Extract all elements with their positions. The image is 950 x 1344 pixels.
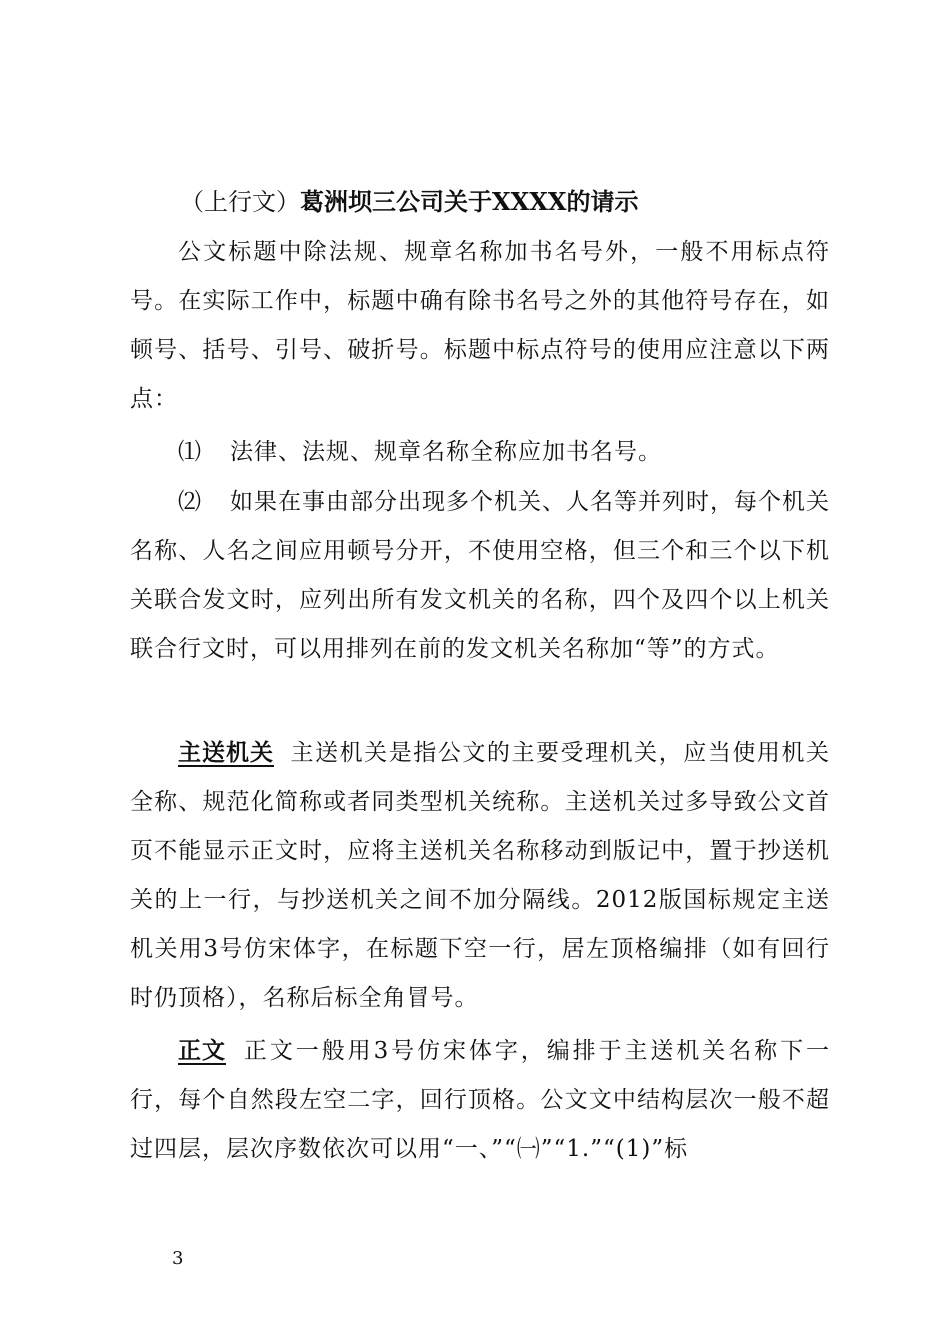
body-section — [130, 1026, 830, 1174]
list-item-2 — [130, 478, 830, 674]
page-number: 3 — [172, 1248, 184, 1269]
heading-title: 葛洲坝三公司关于XXXX的请示 — [300, 187, 639, 216]
intro-paragraph — [130, 228, 830, 424]
recipient-text: 主送机关是指公文的主要受理机关，应当使用机关全称、规范化简称或者同类型机关统称。主送机关过多导致公文首页不能显示正文时，应将主送机关名称移动到版记中，置于抄送机关的上一行，与抄送机关之间不加分隔线。2012版国标规定主送机关用3号仿宋体字，在标题下空一行，居左顶格编排（如有回行时仍顶格），名称后标全角冒号。 — [130, 740, 830, 1011]
item1-number: ⑴ — [178, 439, 202, 465]
recipient-section — [130, 728, 830, 1023]
list-item-1 — [130, 428, 830, 477]
example-heading — [180, 182, 638, 222]
item2-number: ⑵ — [178, 489, 202, 515]
intro-text: 公文标题中除法规、规章名称加书名号外，一般不用标点符号。在实际工作中，标题中确有除书名号之外的其他符号存在，如顿号、括号、引号、破折号。标题中标点符号的使用应注意以下两点： — [130, 239, 830, 412]
recipient-term: 主送机关 — [178, 739, 274, 766]
item2-text: 如果在事由部分出现多个机关、人名等并列时，每个机关名称、人名之间应用顿号分开，不使用空格，但三个和三个以下机关联合发文时，应列出所有发文机关的名称，四个及四个以上机关联合行文时，可以用排列在前的发文机关名称加“等”的方式。 — [130, 489, 830, 662]
heading-prefix: （上行文） — [180, 188, 300, 216]
body-text: 正文一般用3号仿宋体字，编排于主送机关名称下一行，每个自然段左空二字，回行顶格。公文文中结构层次一般不超过四层，层次序数依次可以用“一、”“㈠”“1.”“(1)”标 — [130, 1038, 830, 1162]
body-term: 正文 — [178, 1037, 226, 1064]
item1-text: 法律、法规、规章名称全称应加书名号。 — [230, 439, 662, 465]
